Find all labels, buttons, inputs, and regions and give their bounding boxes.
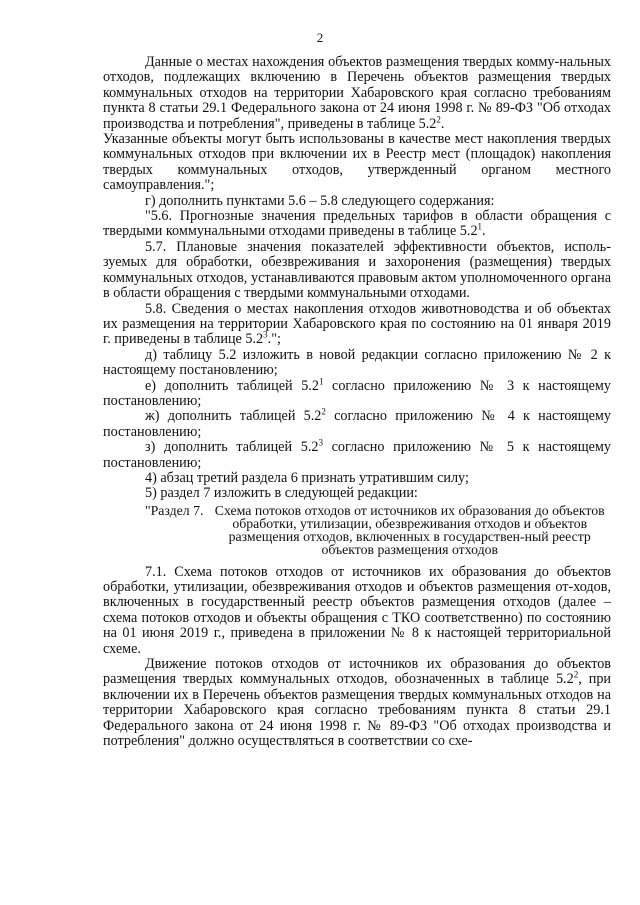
paragraph-text: 5.8. Сведения о местах накопления отходов животноводства и об объектах их размещения на территории Хабаровского края по состоянию на 01 января 2019 г. приведены в таблице 5.2 [103, 300, 611, 348]
paragraph-text: Движение потоков отходов от источников их образования до объектов размещения твердых коммунальных отходов, обозначенных в таблице 5.2 [103, 656, 611, 688]
page-number: 2 [316, 30, 324, 45]
paragraph-5-6 [103, 209, 611, 240]
paragraph-text: ж) дополнить таблицей 5.2 [145, 408, 322, 425]
paragraph-tail: согласно приложению № 3 к настоящему постановлению; [103, 377, 611, 409]
paragraph-flow-movement [103, 657, 611, 749]
section-7-heading [103, 504, 611, 557]
paragraph-objects-usage: Указанные объекты могут быть использованы в качестве мест накопления твердых коммунальных отходов при включении их в Реестр мест (площадок) накопления твердых коммунальных отходов, утвержденный органом местного самоуправления."; [103, 131, 611, 194]
paragraph-tail: , при включении их в Перечень объектов размещения твердых коммунальных отходов на территории Хабаровского края согласно требованиям пункта 8 статьи 29.1 Федерального закона от 24 июня 1998 г. № 89-ФЗ "Об отходах производства и потребления" должно осуществляться в соответствии со схе- [103, 671, 612, 750]
superscript: 3 [263, 329, 268, 340]
paragraph-tail: . [482, 223, 486, 240]
paragraph-tail: согласно приложению № 5 к настоящему постановлению; [103, 439, 612, 471]
section-label: "Раздел 7. [145, 502, 204, 518]
paragraph-7-1: 7.1. Схема потоков отходов от источников их образования до объектов обработки, утилизации, обезвреживания отходов и объектов размещения от-ходов, включенных в государственный реестр объектов размещения отходов (далее – схема потоков отходов и объекты обращения с ТКО соответственно) по состоянию на 01 июня 2019 г., приведена в приложении № 8 к настоящей территориальной схеме. [103, 563, 611, 657]
paragraph-tail: . [440, 115, 445, 132]
paragraph-5-8 [103, 302, 611, 348]
paragraph-5-7: 5.7. Плановые значения показателей эффективности объектов, исполь-зуемых для обработки, обезвреживания и захоронения (размещения) твердых коммунальных отходов, устанавливаются правовым актом уполномоченного органа в области обращения с твердыми коммунальными отходами. [103, 238, 611, 302]
superscript: 3 [318, 437, 323, 448]
superscript: 2 [321, 406, 326, 417]
item-e [103, 375, 611, 410]
item-d: д) таблицу 5.2 изложить в новой редакции согласно приложению № 2 к настоящему постановлению; [103, 346, 611, 379]
paragraph-tail: ."; [267, 331, 281, 348]
item-z [103, 437, 612, 471]
section-title: Схема потоков отходов от источников их образования до объектов обработки, утилизации, обезвреживания отходов и объектов размещения отходов, включенных в государствен-ный реестр объектов размещения отходов [214, 502, 605, 558]
document-body [103, 55, 611, 749]
superscript: 2 [573, 669, 579, 680]
superscript: 2 [436, 113, 441, 124]
paragraph-tko-locations [103, 55, 611, 132]
paragraph-text: е) дополнить таблицей 5.2 [145, 377, 319, 394]
superscript: 1 [477, 221, 483, 232]
paragraph-text: "5.6. Прогнозные значения предельных тарифов в области обращения с твердыми коммунальными отходами приведены в таблице 5.2 [103, 208, 611, 240]
item-5: 5) раздел 7 изложить в следующей редакции: [145, 485, 418, 502]
paragraph-tail: согласно приложению № 4 к настоящему постановлению; [103, 408, 611, 440]
superscript: 1 [318, 375, 324, 386]
item-4: 4) абзац третий раздела 6 признать утратившим силу; [145, 469, 469, 486]
item-g: г) дополнить пунктами 5.6 – 5.8 следующего содержания: [145, 192, 495, 209]
paragraph-text: Данные о местах нахождения объектов размещения твердых комму-нальных отходов, подлежащих включению в Перечень объектов размещения твердых коммунальных отходов на территории Хабаровского края согласно требованиям пункта 8 статьи 29.1 Федерального закона от 24 июня 1998 г. № 89-ФЗ "Об отходах производства и потребления", приведены в таблице 5.2 [103, 54, 611, 132]
item-zh [103, 406, 611, 440]
paragraph-text: з) дополнить таблицей 5.2 [145, 439, 319, 456]
